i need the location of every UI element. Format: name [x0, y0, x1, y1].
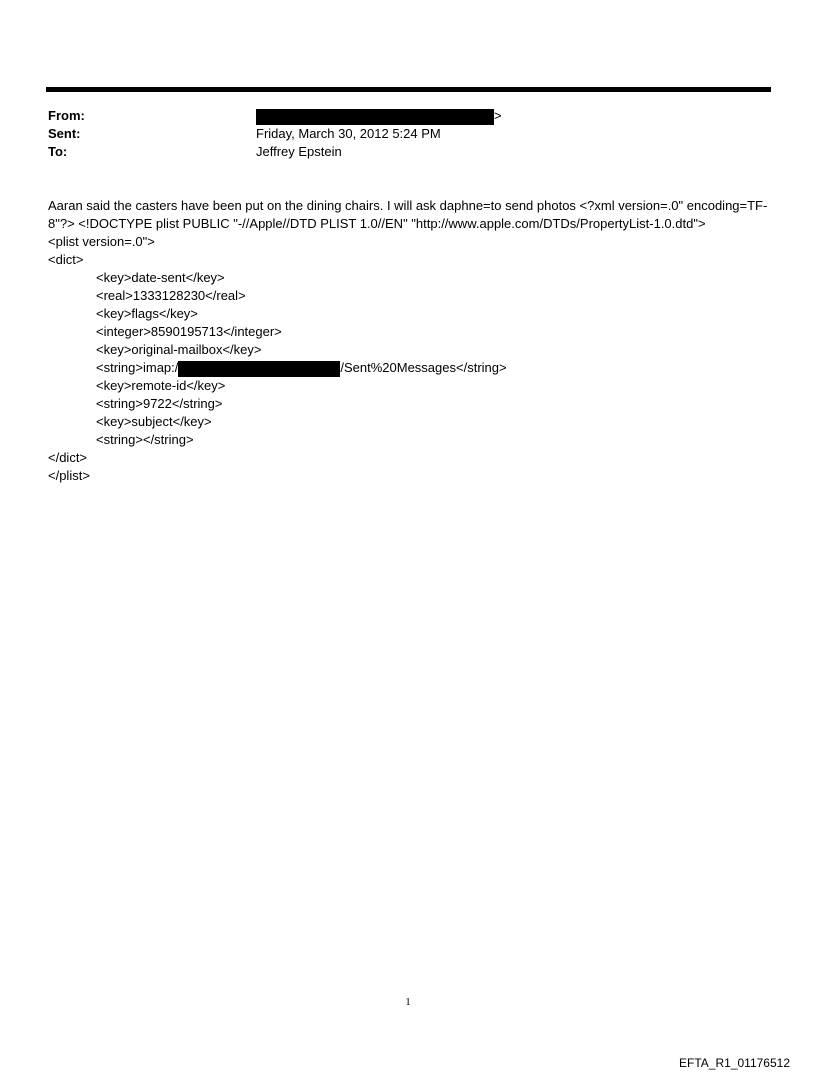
- bates-number: EFTA_R1_01176512: [679, 1056, 790, 1070]
- redaction-box: [178, 361, 340, 377]
- imap-suffix: /Sent%20Messages</string>: [340, 360, 507, 375]
- plist-entry-imap: [48, 359, 768, 377]
- header-rule: [46, 87, 771, 92]
- plist-entry: <key>date-sent</key>: [96, 270, 225, 285]
- plist-entry: <integer>8590195713</integer>: [96, 324, 282, 339]
- dict-open: <dict>: [48, 252, 84, 267]
- dict-close: </dict>: [48, 450, 88, 465]
- from-value: [256, 107, 502, 125]
- plist-close: </plist>: [48, 468, 90, 483]
- plist-open: <plist version=.0">: [48, 234, 155, 249]
- to-label: To:: [48, 144, 68, 159]
- plist-entry: <string>9722</string>: [96, 396, 223, 411]
- imap-prefix: <string>imap:/: [96, 360, 179, 375]
- plist-entry: <key>subject</key>: [96, 414, 212, 429]
- plist-entry: <key>remote-id</key>: [96, 378, 226, 393]
- plist-entry: <real>1333128230</real>: [96, 288, 246, 303]
- body-paragraph: Aaran said the casters have been put on the dining chairs. I will ask daphne=to send photos <?xml version=.0" encoding=TF-8"?> <!DOCTYPE plist PUBLIC "-//Apple//DTD PLIST 1.0//EN" "http://www.apple.com/DTDs/PropertyList-1.0.dtd">: [48, 198, 768, 231]
- sent-value: Friday, March 30, 2012 5:24 PM: [256, 126, 441, 141]
- redaction-box: [256, 109, 494, 125]
- from-label: From:: [48, 108, 85, 123]
- plist-entry: <key>flags</key>: [96, 306, 198, 321]
- plist-entry: <key>original-mailbox</key>: [96, 342, 262, 357]
- email-body: [48, 197, 768, 485]
- page-number: 1: [405, 996, 411, 1008]
- from-suffix: >: [494, 108, 502, 123]
- sent-label: Sent:: [48, 126, 81, 141]
- to-value: Jeffrey Epstein: [256, 144, 342, 159]
- plist-entry: <string></string>: [96, 432, 194, 447]
